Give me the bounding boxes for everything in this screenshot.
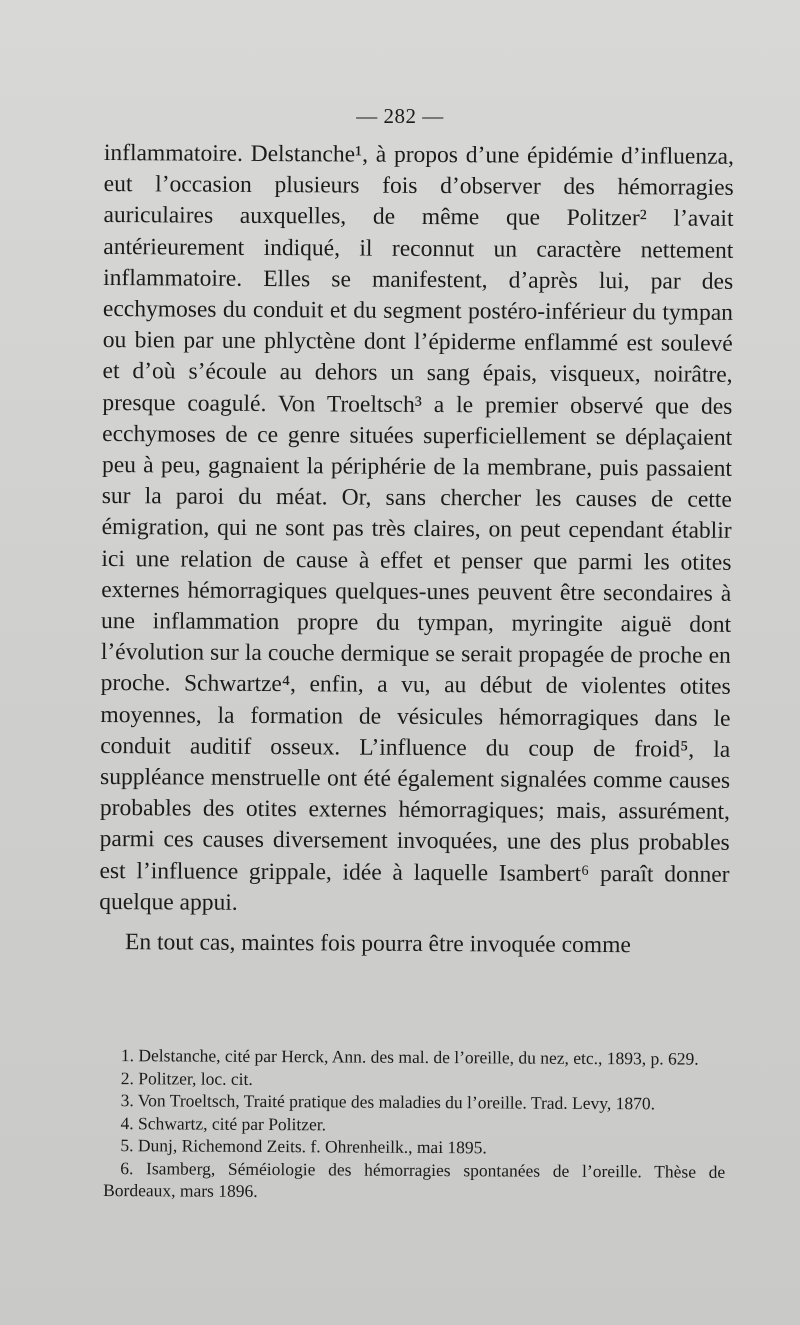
paragraph-1: inflammatoire. Delstanche¹, à propos d’une épidémie d’influenza, eut l’occasion plusieurs fois d’observer des hémorragies auriculaires auxquelles, de même que Politzer² l’avait antérieurement indiqué, il reconnut un caractère nettement inflammatoire. Elles se manifestent, d’après lui, par des ecchymoses du conduit et du segment postéro-inférieur du tympan ou bien par une phlyctène dont l’épiderme enflammé est soulevé et d’où s’écoule au dehors un sang épais, visqueux, noirâtre, presque coagulé. Von Troeltsch³ a le premier observé que des ecchymoses de ce genre situées superficiellement se déplaçaient peu à peu, gagnaient la périphérie de la membrane, puis passaient sur la paroi du méat. Or, sans chercher les causes de cette émigration, qui ne sont pas très claires, on peut cependant établir ici une relation de cause à effet et penser que parmi les otites externes hémorragiques quelques-unes peuvent être secondaires à une inflammation propre du tympan, myringite aiguë dont l’évolution sur la couche dermique se serait propagée de proche en proche. Schwartze⁴, enfin, a vu, au début de violentes otites moyennes, la formation de vésicules hémorragiques dans le conduit auditif osseux. L’influence du coup de froid⁵, la suppléance menstruelle ont été également signalées comme causes probables des otites externes hémorragiques; mais, assurément, parmi ces causes diversement invoquées, une des plus probables est l’influence grippale, idée à laquelle Isambert⁶ paraît donner quelque appui. bbox=[99, 139, 734, 916]
page-number: — 282 — bbox=[356, 104, 444, 128]
footnote-4: 4. Schwartz, cité par Politzer. bbox=[120, 1112, 327, 1134]
footnote-3: 3. Von Troeltsch, Traité pratique des maladies du l’oreille. Trad. Levy, 1870. bbox=[120, 1090, 656, 1114]
footnote-5: 5. Dunj, Richemond Zeits. f. Ohrenheilk., mai 1895. bbox=[120, 1135, 487, 1158]
footnote-1: 1. Delstanche, cité par Herck, Ann. des mal. de l’oreille, du nez, etc., 1893, p. 629. bbox=[120, 1045, 699, 1069]
paragraph-2: En tout cas, maintes fois pourra être invoquée comme bbox=[125, 929, 631, 959]
footnote-6: 6. Isamberg, Séméiologie des hémorragies spontanées de l’oreille. Thèse de Bordeaux, mars 1896. bbox=[103, 1157, 726, 1201]
body-text bbox=[99, 138, 734, 962]
footnotes bbox=[103, 1044, 726, 1205]
footnote-2: 2. Politzer, loc. cit. bbox=[120, 1067, 253, 1089]
